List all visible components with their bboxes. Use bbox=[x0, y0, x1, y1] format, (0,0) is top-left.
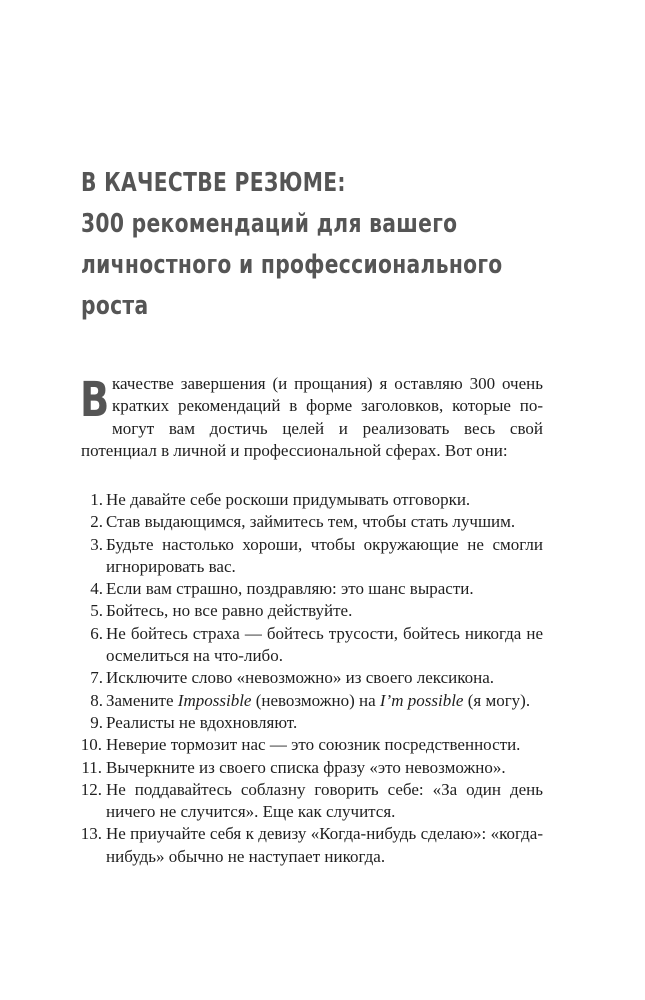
recommendations-list bbox=[81, 489, 543, 868]
list-item bbox=[81, 712, 543, 734]
item-text: Неверие тормозит нас — это союзник посредственности. bbox=[106, 735, 521, 755]
list-item bbox=[81, 489, 543, 511]
list-item bbox=[81, 757, 543, 779]
item-text: Реалисты не вдохновляют. bbox=[106, 712, 298, 732]
list-item bbox=[81, 578, 543, 600]
item-number: 8. bbox=[90, 690, 103, 710]
heading-line-2: 300 рекомендаций для вашего bbox=[81, 209, 458, 239]
item-number: 3. bbox=[90, 534, 103, 554]
item-text-im-possible: I’m possible bbox=[379, 690, 464, 710]
item-number: 1. bbox=[90, 490, 103, 509]
list-item bbox=[81, 511, 543, 533]
item-text-pre: Замените bbox=[106, 690, 178, 710]
item-text: Не поддавайтесь соблазну говорить себе: «За один день ничего не случится». Еще как случится. bbox=[106, 779, 543, 822]
item-number: 6. bbox=[90, 623, 103, 643]
list-item bbox=[81, 690, 543, 712]
item-text: Не давайте себе роскоши придумывать отговорки. bbox=[106, 490, 471, 509]
item-text: Вычеркните из своего списка фразу «это невозможно». bbox=[106, 757, 506, 777]
heading-line-4: роста bbox=[81, 291, 149, 321]
list-item bbox=[81, 600, 543, 622]
intro-text: качестве завершения (и прощания) я оставляю 300 очень кратких рекомендаций в форме заголовков, которые помогут вам достичь целей и реализовать весь свой потенциал в личной и профессиональной сферах. Вот они: bbox=[81, 374, 543, 460]
chapter-heading bbox=[81, 163, 503, 327]
item-number: 12. bbox=[80, 779, 102, 799]
item-number: 13. bbox=[80, 824, 102, 844]
item-number: 9. bbox=[90, 712, 103, 732]
drop-cap: В bbox=[80, 372, 110, 428]
item-text: Исключите слово «невозможно» из своего лексикона. bbox=[106, 668, 495, 688]
list-item bbox=[81, 734, 543, 756]
list-item bbox=[81, 667, 543, 689]
item-number: 10. bbox=[80, 735, 102, 755]
item-text: Будьте настолько хороши, чтобы окружающие не смогли игнорировать вас. bbox=[106, 534, 543, 576]
item-text-impossible: Impossible bbox=[177, 690, 252, 710]
item-text-mid: (невозможно) на bbox=[251, 690, 380, 710]
list-item bbox=[81, 823, 543, 868]
item-text: Бойтесь, но все равно действуйте. bbox=[106, 601, 353, 621]
heading-line-3: личностного и профессионального bbox=[81, 250, 503, 280]
item-text-post: (я могу). bbox=[463, 690, 531, 710]
item-text: Если вам страшно, поздравляю: это шанс вырасти. bbox=[106, 579, 474, 599]
item-number: 2. bbox=[90, 512, 103, 532]
item-number: 11. bbox=[81, 757, 102, 777]
item-number: 7. bbox=[90, 668, 103, 688]
list-item bbox=[81, 779, 543, 824]
item-text: Не бойтесь страха — бойтесь трусости, бойтесь никогда не осмелиться на что-либо. bbox=[106, 623, 543, 666]
item-number: 5. bbox=[90, 601, 103, 621]
item-text: Став выдающимся, займитесь тем, чтобы стать лучшим. bbox=[106, 512, 516, 532]
heading-line-1: В КАЧЕСТВЕ РЕЗЮМЕ: bbox=[81, 168, 346, 198]
item-number: 4. bbox=[90, 579, 103, 599]
list-item bbox=[81, 623, 543, 668]
intro-paragraph bbox=[81, 373, 543, 462]
item-text: Не приучайте себя к девизу «Когда-нибудь сделаю»: «когда-нибудь» обычно не наступает никогда. bbox=[106, 824, 543, 866]
list-item bbox=[81, 534, 543, 579]
